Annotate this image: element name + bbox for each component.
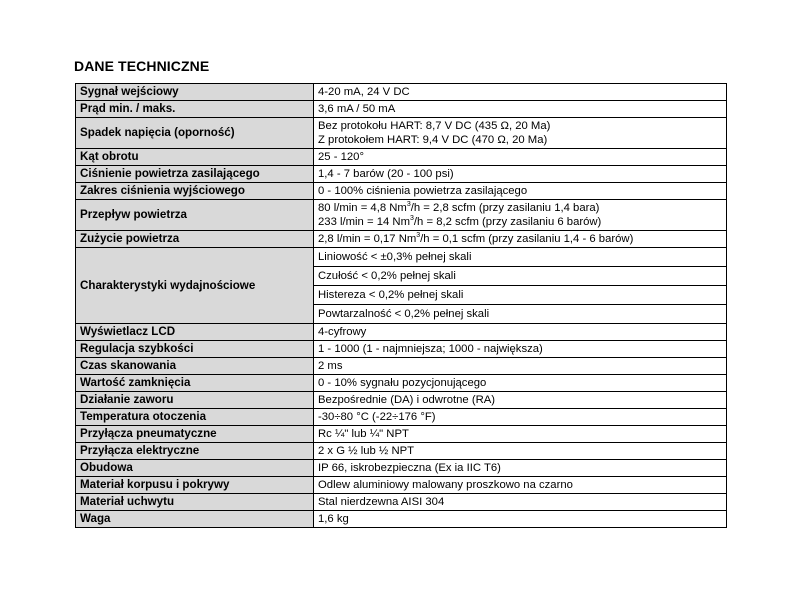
row-label: Ciśnienie powietrza zasilającego (76, 166, 314, 183)
table-row (76, 118, 727, 149)
row-label: Czas skanowania (76, 358, 314, 375)
value-line: 1,6 kg (318, 513, 349, 525)
row-value (314, 392, 727, 409)
table-row (76, 324, 727, 341)
table-row (76, 409, 727, 426)
row-label: Charakterystyki wydajnościowe (76, 248, 314, 324)
superscript: 3 (410, 215, 414, 223)
row-value (314, 166, 727, 183)
row-value (314, 118, 727, 149)
table-row (76, 248, 727, 267)
value-line: Bezpośrednie (DA) i odwrotne (RA) (318, 394, 496, 406)
row-value (314, 375, 727, 392)
row-label: Materiał korpusu i pokrywy (76, 477, 314, 494)
superscript: 3 (406, 201, 411, 209)
row-label: Wyświetlacz LCD (76, 324, 314, 341)
row-value (314, 409, 727, 426)
table-row (76, 101, 727, 118)
value-text: /h = 2,8 scfm (przy zasilaniu 1,4 bara) (410, 202, 600, 214)
value-text: /h = 8,2 scfm (przy zasilaniu 6 barów) (413, 216, 602, 228)
value-line: 0 - 10% sygnału pozycjonującego (318, 377, 487, 389)
table-row (76, 494, 727, 511)
row-label: Przyłącza pneumatyczne (76, 426, 314, 443)
row-value (314, 358, 727, 375)
row-label: Materiał uchwytu (76, 494, 314, 511)
row-value: Powtarzalność < 0,2% pełnej skali (314, 305, 727, 324)
row-value (314, 460, 727, 477)
row-label: Przyłącza elektryczne (76, 443, 314, 460)
row-label: Sygnał wejściowy (76, 84, 314, 101)
value-line: -30÷80 °C (-22÷176 °F) (318, 411, 436, 423)
superscript: 3 (416, 232, 421, 240)
table-row (76, 375, 727, 392)
value-line: Odlew aluminiowy malowany proszkowo na czarno (318, 479, 573, 491)
row-value: Histereza < 0,2% pełnej skali (314, 286, 727, 305)
table-row (76, 511, 727, 528)
row-value (314, 101, 727, 118)
value-line: Stal nierdzewna AISI 304 (318, 496, 445, 508)
value-line (318, 201, 722, 215)
value-line: 3,6 mA / 50 mA (318, 103, 396, 115)
value-text: /h = 0,1 scfm (przy zasilaniu 1,4 - 6 barów) (420, 233, 634, 245)
row-label: Prąd min. / maks. (76, 101, 314, 118)
value-line: 4-cyfrowy (318, 326, 367, 338)
row-label: Zakres ciśnienia wyjściowego (76, 183, 314, 200)
table-row (76, 358, 727, 375)
row-value (314, 511, 727, 528)
row-value (314, 231, 727, 248)
row-label: Spadek napięcia (oporność) (76, 118, 314, 149)
row-value (314, 477, 727, 494)
value-line (318, 215, 722, 229)
value-line: 2 ms (318, 360, 343, 372)
technical-data-table (75, 83, 727, 528)
row-label: Temperatura otoczenia (76, 409, 314, 426)
table-row (76, 166, 727, 183)
table-row (76, 149, 727, 166)
row-value (314, 324, 727, 341)
row-value: Liniowość < ±0,3% pełnej skali (314, 248, 727, 267)
row-label: Obudowa (76, 460, 314, 477)
table-row (76, 231, 727, 248)
row-label: Regulacja szybkości (76, 341, 314, 358)
value-line: Z protokołem HART: 9,4 V DC (470 Ω, 20 Ma) (318, 134, 548, 146)
table-row (76, 392, 727, 409)
value-line: Bez protokołu HART: 8,7 V DC (435 Ω, 20 Ma) (318, 120, 551, 132)
row-label: Zużycie powietrza (76, 231, 314, 248)
row-value: Czułość < 0,2% pełnej skali (314, 267, 727, 286)
value-line: Rc ¼" lub ¼" NPT (318, 428, 409, 440)
value-line: IP 66, iskrobezpieczna (Ex ia IIC T6) (318, 462, 501, 474)
row-value (314, 149, 727, 166)
table-row (76, 443, 727, 460)
value-line: 1 - 1000 (1 - najmniejsza; 1000 - największa) (318, 343, 543, 355)
value-text: 80 l/min = 4,8 Nm (318, 202, 407, 214)
table-row (76, 183, 727, 200)
row-value (314, 494, 727, 511)
value-line (318, 232, 722, 246)
value-line: 25 - 120° (318, 151, 364, 163)
value-line: 0 - 100% ciśnienia powietrza zasilającego (318, 185, 528, 197)
row-value (314, 200, 727, 231)
table-row (76, 341, 727, 358)
row-label: Kąt obrotu (76, 149, 314, 166)
row-label: Działanie zaworu (76, 392, 314, 409)
row-value (314, 183, 727, 200)
value-line: 1,4 - 7 barów (20 - 100 psi) (318, 168, 454, 180)
row-label: Wartość zamknięcia (76, 375, 314, 392)
value-line: 2 x G ½ lub ½ NPT (318, 445, 415, 457)
table-row (76, 84, 727, 101)
row-label: Waga (76, 511, 314, 528)
value-text: 233 l/min = 14 Nm (318, 216, 410, 228)
table-row (76, 200, 727, 231)
page-title: DANE TECHNICZNE (74, 58, 210, 74)
row-label: Przepływ powietrza (76, 200, 314, 231)
row-value (314, 341, 727, 358)
value-text: 2,8 l/min = 0,17 Nm (318, 233, 417, 245)
row-value (314, 443, 727, 460)
table-row (76, 477, 727, 494)
row-value (314, 426, 727, 443)
table-row (76, 460, 727, 477)
table-row (76, 426, 727, 443)
row-value (314, 84, 727, 101)
value-line: 4-20 mA, 24 V DC (318, 86, 410, 98)
